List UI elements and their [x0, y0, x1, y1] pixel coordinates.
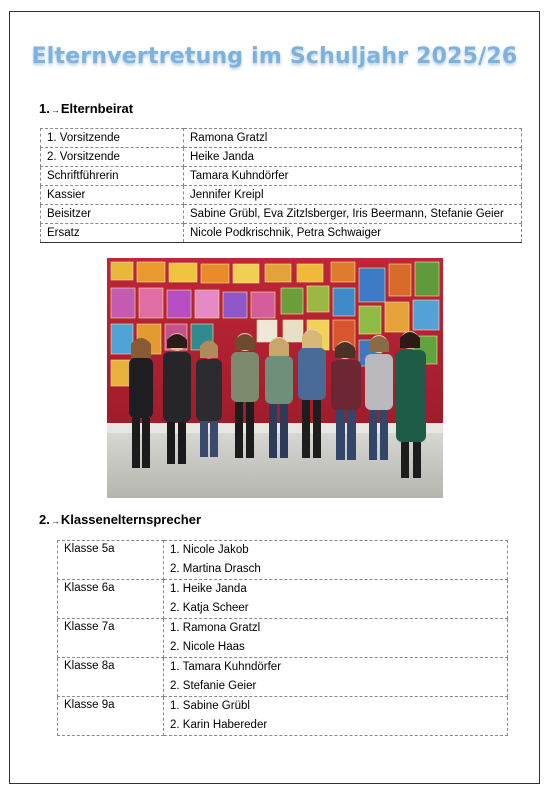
name-cell: Sabine Grübl, Eva Zitzlsberger, Iris Beermann, Stefanie Geier: [184, 205, 522, 224]
name-cell: Nicole Podkrischnik, Petra Schwaiger: [184, 224, 522, 243]
tab-arrow-icon: →: [50, 105, 60, 115]
first-representative: 1. Heike Janda: [170, 583, 247, 595]
group-photo-icon: [107, 258, 443, 498]
role-cell: 1. Vorsitzende: [41, 129, 184, 148]
table-row: [41, 148, 522, 167]
table-row: [58, 697, 508, 736]
name-cell: Heike Janda: [184, 148, 522, 167]
role-cell: Kassier: [41, 186, 184, 205]
elternbeirat-table: [40, 128, 522, 243]
representatives-cell: [164, 697, 508, 736]
second-representative: 2. Karin Habereder: [170, 719, 268, 731]
representatives-cell: [164, 541, 508, 580]
section-number: 1.: [39, 101, 50, 116]
table-row: [58, 658, 508, 697]
klassenelternsprecher-table: [57, 540, 508, 736]
section-title: Klassenelternsprecher: [60, 512, 202, 527]
representatives-cell: [164, 619, 508, 658]
representatives-cell: [164, 580, 508, 619]
section-number: 2.: [39, 512, 50, 527]
table-row: [41, 224, 522, 243]
section-heading-elternbeirat: [39, 101, 133, 116]
table-row: [41, 167, 522, 186]
class-cell: Klasse 5a: [58, 541, 164, 580]
tab-arrow-icon: →: [50, 516, 60, 526]
class-cell: Klasse 9a: [58, 697, 164, 736]
class-cell: Klasse 8a: [58, 658, 164, 697]
first-representative: 1. Ramona Gratzl: [170, 622, 261, 634]
table-row: [58, 619, 508, 658]
second-representative: 2. Nicole Haas: [170, 641, 245, 653]
second-representative: 2. Martina Drasch: [170, 563, 261, 575]
second-representative: 2. Katja Scheer: [170, 602, 249, 614]
table-row: [41, 186, 522, 205]
class-cell: Klasse 6a: [58, 580, 164, 619]
role-cell: Beisitzer: [41, 205, 184, 224]
first-representative: 1. Nicole Jakob: [170, 544, 249, 556]
table-row: [58, 580, 508, 619]
table-row: [58, 541, 508, 580]
table-row: [41, 129, 522, 148]
class-cell: Klasse 7a: [58, 619, 164, 658]
role-cell: 2. Vorsitzende: [41, 148, 184, 167]
page-title: Elternvertretung im Schuljahr 2025/26: [31, 44, 518, 69]
section-heading-klassenelternsprecher: [39, 512, 201, 527]
second-representative: 2. Stefanie Geier: [170, 680, 257, 692]
representatives-cell: [164, 658, 508, 697]
role-cell: Schriftführerin: [41, 167, 184, 186]
first-representative: 1. Sabine Grübl: [170, 700, 250, 712]
table-row: [41, 205, 522, 224]
first-representative: 1. Tamara Kuhndörfer: [170, 661, 282, 673]
name-cell: Jennifer Kreipl: [184, 186, 522, 205]
name-cell: Ramona Gratzl: [184, 129, 522, 148]
group-photo: [107, 258, 443, 498]
section-title: Elternbeirat: [60, 101, 134, 116]
name-cell: Tamara Kuhndörfer: [184, 167, 522, 186]
role-cell: Ersatz: [41, 224, 184, 243]
